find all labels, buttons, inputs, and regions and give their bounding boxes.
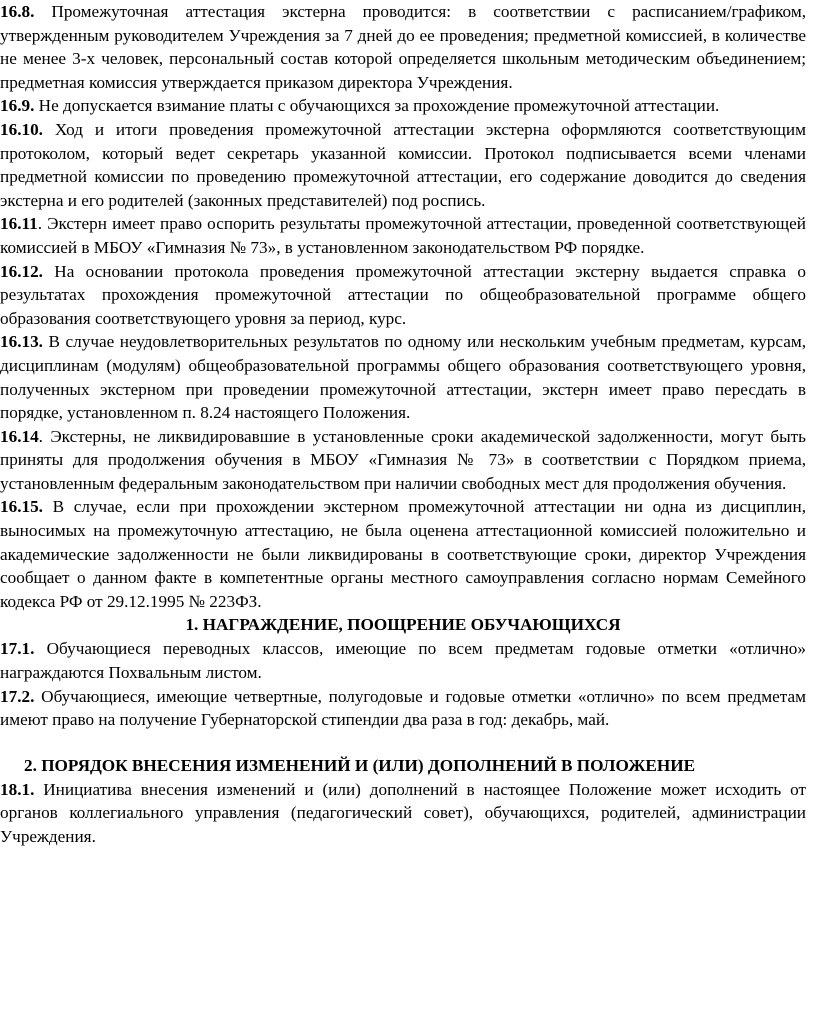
- clause-number: 16.10.: [0, 119, 43, 139]
- paragraph-16-13: [0, 330, 806, 424]
- clause-text: Промежуточная аттестация экстерна проводится: в соответствии с расписанием/графиком, утвержденным руководителем Учреждения за 7 дней до ее проведения; предметной комиссией, в количестве не менее 3-х человек, персональный состав которой определяется школьным методическим объединением; предметная комиссия утверждается приказом директора Учреждения.: [0, 2, 806, 92]
- clause-text: На основании протокола проведения промежуточной аттестации экстерну выдается справка о результатах прохождения промежуточной аттестации по общеобразовательной программе общего образования соответствующего уровня за период, курс.: [0, 261, 806, 328]
- clause-number: 16.11: [0, 214, 38, 234]
- paragraph-16-11: [0, 212, 806, 259]
- paragraph-16-15: [0, 495, 806, 613]
- clause-text: . Экстерны, не ликвидировавшие в установленные сроки академической задолженности, могут быть приняты для продолжения обучения в МБОУ «Гимназия № 73» в соответствии с Порядком приема, установленным федеральным законодательством при наличии свободных мест для продолжения обучения.: [0, 426, 806, 493]
- clause-text: Обучающиеся, имеющие четвертные, полугодовые и годовые отметки «отлично» по всем предметам имеют право на получение Губернаторской стипендии два раза в год: декабрь, май.: [0, 686, 806, 730]
- clause-text: Ход и итоги проведения промежуточной аттестации экстерна оформляются соответствующим протоколом, который ведет секретарь указанной комиссии. Протокол подписывается всеми членами предметной комиссии по проведению промежуточной аттестации, его содержание доводится до сведения экстерна и его родителей (законных представителей) под роспись.: [0, 119, 806, 210]
- clause-number: 16.8.: [0, 2, 35, 21]
- paragraph-16-8: [0, 0, 806, 94]
- paragraph-16-10: [0, 118, 806, 212]
- clause-number: 16.9.: [0, 96, 35, 116]
- clause-text: В случае неудовлетворительных результатов по одному или нескольким учебным предметам, курсам, дисциплинам (модулям) общеобразовательной программы общего образования соответствующего уровня, полученных экстерном при проведении промежуточной аттестации, экстерн имеет право пересдать в порядке, установленном п. 8.24 настоящего Положения.: [0, 332, 806, 423]
- clause-number: 17.2.: [0, 686, 35, 706]
- paragraph-17-2: [0, 685, 806, 732]
- clause-text: Не допускается взимание платы с обучающихся за прохождение промежуточной аттестации.: [34, 96, 720, 116]
- paragraph-16-14: [0, 425, 806, 496]
- spacer: [0, 732, 806, 754]
- section-17-list: [0, 637, 806, 731]
- clause-number: 16.14: [0, 426, 39, 446]
- clause-number: 16.12.: [0, 261, 43, 281]
- clause-number: 16.13.: [0, 332, 43, 352]
- paragraph-16-12: [0, 260, 806, 331]
- clause-text: . Экстерн имеет право оспорить результаты промежуточной аттестации, проведенной соответствующей комиссией в МБОУ «Гимназия № 73», в установленном законодательством РФ порядке.: [0, 214, 806, 257]
- clause-number: 18.1.: [0, 779, 35, 799]
- paragraph-16-9: [0, 94, 806, 118]
- paragraph-17-1: [0, 637, 806, 684]
- clause-text: В случае, если при прохождении экстерном промежуточной аттестации ни одна из дисциплин, выносимых на промежуточную аттестацию, не была оценена аттестационной комиссией положительно и академические задолженности не были ликвидированы в соответствующие сроки, директор Учреждения сообщает о данном факте в компетентные органы местного самоуправления согласно нормам Семейного кодекса РФ от 29.12.1995 № 223ФЗ.: [0, 497, 806, 611]
- section-heading-awards: 1. НАГРАЖДЕНИЕ, ПООЩРЕНИЕ ОБУЧАЮЩИХСЯ: [185, 615, 621, 635]
- section-heading-amendments: 2. ПОРЯДОК ВНЕСЕНИЯ ИЗМЕНЕНИЙ И (ИЛИ) ДОПОЛНЕНИЙ В ПОЛОЖЕНИЕ: [24, 755, 696, 775]
- clause-text: Инициатива внесения изменений и (или) дополнений в настоящее Положение может исходить от органов коллегиального управления (педагогический совет), обучающихся, родителей, администрации Учреждения.: [0, 779, 806, 846]
- clause-number: 16.15.: [0, 497, 43, 517]
- clause-number: 17.1.: [0, 639, 35, 659]
- clause-text: Обучающиеся переводных классов, имеющие по всем предметам годовые отметки «отлично» награждаются Похвальным листом.: [0, 639, 806, 683]
- paragraph-18-1: [0, 778, 806, 849]
- section-18-list: [0, 778, 806, 849]
